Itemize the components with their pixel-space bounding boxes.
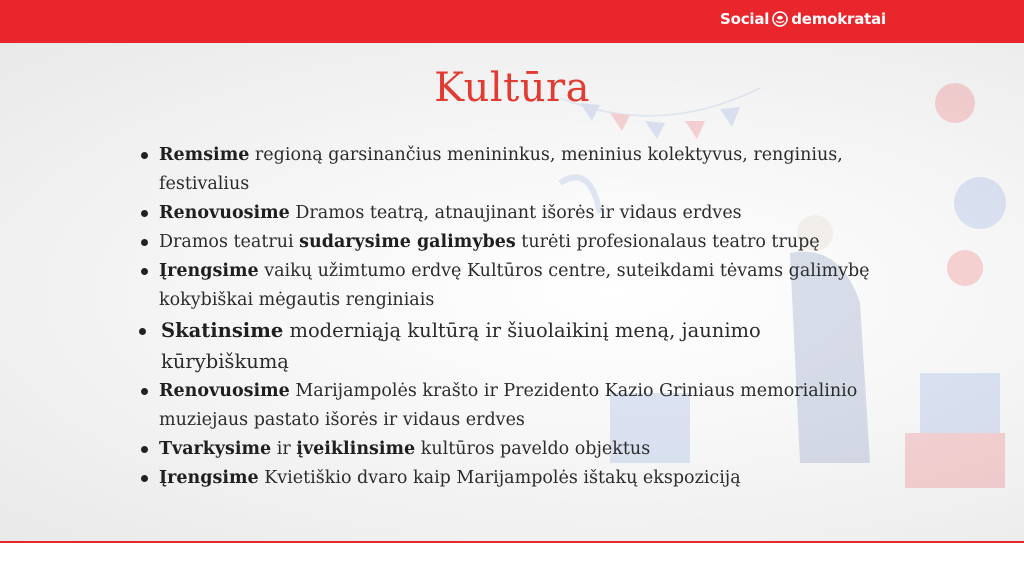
slide-content [0, 43, 1024, 541]
text: kultūros paveldo objektus [415, 439, 651, 459]
bullet-dot [141, 152, 148, 159]
text: regioną garsinančius menininkus, meninius kolektyvus, renginius, [249, 145, 843, 165]
bullet-dot [141, 388, 148, 395]
bold-text: sudarysime galimybes [299, 232, 516, 252]
text: ir [271, 439, 297, 459]
text: Dramos teatrui [159, 232, 300, 252]
bold-text: Įrengsime [159, 261, 259, 281]
list-item [135, 199, 925, 228]
text: moderniąją kultūrą ir šiuolaikinį meną, jaunimo [283, 319, 761, 342]
brand-logo[interactable] [720, 10, 886, 28]
bold-text: Renovuosime [159, 381, 290, 401]
list-item [135, 377, 925, 435]
bold-text: Renovuosime [159, 203, 290, 223]
bullet-list [135, 141, 925, 493]
brand-name-right: demokratai [791, 10, 886, 28]
bold-text: Remsime [159, 145, 250, 165]
list-item [135, 228, 925, 257]
bold-text: Tvarkysime [159, 439, 272, 459]
bullet-dot [139, 328, 146, 335]
bullet-dot [141, 446, 148, 453]
text: turėti profesionalaus teatro trupę [515, 232, 820, 252]
text: kokybiškai mėgautis renginiais [159, 290, 435, 310]
list-item [135, 464, 925, 493]
bullet-dot [141, 268, 148, 275]
bold-text: įveiklinsime [296, 439, 416, 459]
list-item [135, 435, 925, 464]
text: vaikų užimtumo erdvę Kultūros centre, suteikdami tėvams galimybę [258, 261, 870, 281]
text: kūrybiškumą [161, 350, 289, 373]
bullet-dot [141, 210, 148, 217]
bold-text: Įrengsime [159, 468, 259, 488]
text: Marijampolės krašto ir Prezidento Kazio Griniaus memorialinio [289, 381, 858, 401]
bold-text: Skatinsime [161, 319, 284, 342]
text: Kvietiškio dvaro kaip Marijampolės ištakų ekspoziciją [258, 468, 741, 488]
text: festivalius [159, 174, 250, 194]
top-brand-bar [0, 0, 1024, 43]
bottom-divider [0, 541, 1024, 543]
page-title: Kultūra [434, 65, 590, 111]
text: Dramos teatrą, atnaujinant išorės ir vidaus erdves [289, 203, 742, 223]
rose-in-hand-icon [772, 11, 788, 27]
list-item [135, 257, 925, 315]
brand-name-left: Social [720, 10, 770, 28]
bullet-dot [141, 475, 148, 482]
text: muziejaus pastato išorės ir vidaus erdves [159, 410, 525, 430]
bullet-dot [141, 239, 148, 246]
list-item [135, 141, 925, 199]
list-item [131, 315, 925, 377]
